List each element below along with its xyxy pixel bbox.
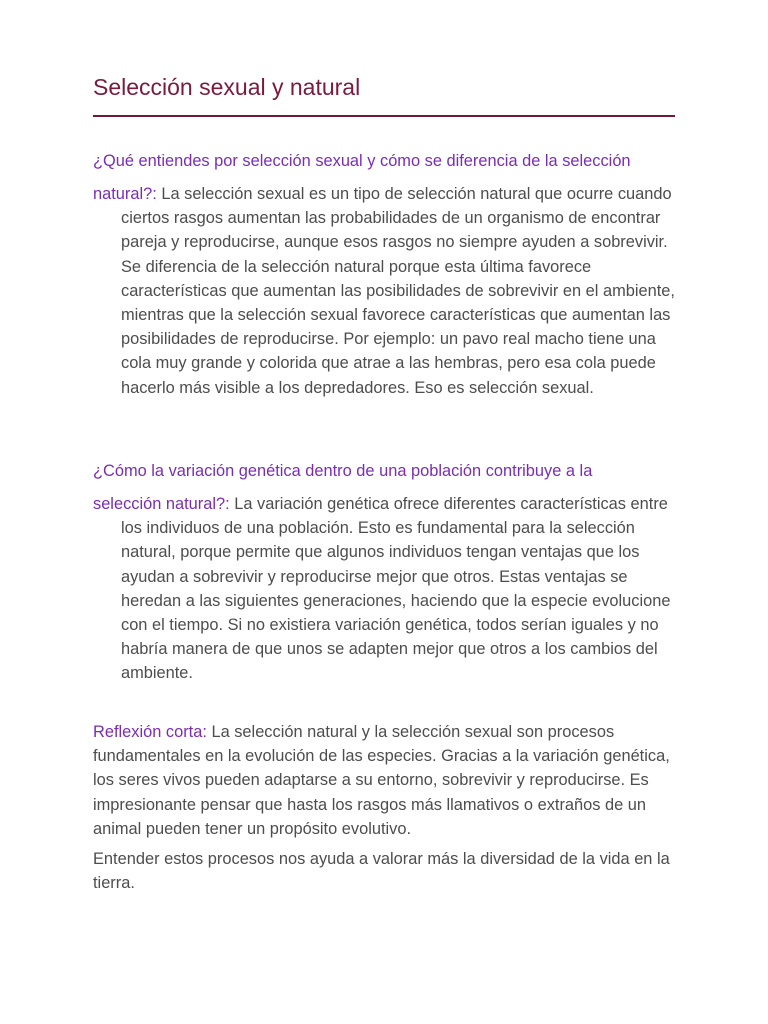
question-2-heading-continued: selección natural?: xyxy=(93,495,230,513)
reflection-text: La selección natural y la selección sexual son procesos fundamentales en la evolución de las especies. Gracias a la variación genética, los seres vivos pueden adaptarse a su entorno, sobrevivir y reproducirse. Es impresionante pensar que hasta los rasgos más llamativos o extraños de un animal pueden tener un propósito evolutivo. xyxy=(93,723,670,838)
answer-2-paragraph xyxy=(93,492,675,686)
reflection-paragraph xyxy=(93,720,675,841)
reflection-section xyxy=(93,720,675,895)
question-1-heading-continued: natural?: xyxy=(93,185,157,203)
question-block-1 xyxy=(93,151,675,400)
document-title: Selección sexual y natural xyxy=(93,74,361,100)
question-2-heading: ¿Cómo la variación genética dentro de una población contribuye a la xyxy=(93,462,593,480)
question-block-2 xyxy=(93,461,675,686)
title-divider xyxy=(93,115,675,117)
reflection-label: Reflexión corta: xyxy=(93,723,207,741)
answer-1-text: La selección sexual es un tipo de selección natural que ocurre cuando ciertos rasgos aumentan las probabilidades de un organismo de encontrar pareja y reproducirse, aunque esos rasgos no siempre ayuden a sobrevivir. Se diferencia de la selección natural porque esta última favorece características que aumentan las posibilidades de sobrevivir en el ambiente, mientras que la selección sexual favorece características que aumentan las posibilidades de reproducirse. Por ejemplo: un pavo real macho tiene una cola muy grande y colorida que atrae a las hembras, pero esa cola puede hacerlo más visible a los depredadores. Eso es selección sexual. xyxy=(121,185,675,397)
closing-paragraph: Entender estos procesos nos ayuda a valorar más la diversidad de la vida en la tierra. xyxy=(93,850,670,893)
question-1-heading: ¿Qué entiendes por selección sexual y cómo se diferencia de la selección xyxy=(93,152,631,170)
answer-2-text: La variación genética ofrece diferentes características entre los individuos de una población. Esto es fundamental para la selección natural, porque permite que algunos individuos tengan ventajas que los ayudan a sobrevivir y reproducirse mejor que otros. Estas ventajas se heredan a las siguientes generaciones, haciendo que la especie evolucione con el tiempo. Si no existiera variación genética, todos serían iguales y no habría manera de que unos se adapten mejor que otros a los cambios del ambiente. xyxy=(121,495,671,683)
answer-1-paragraph xyxy=(93,182,675,400)
